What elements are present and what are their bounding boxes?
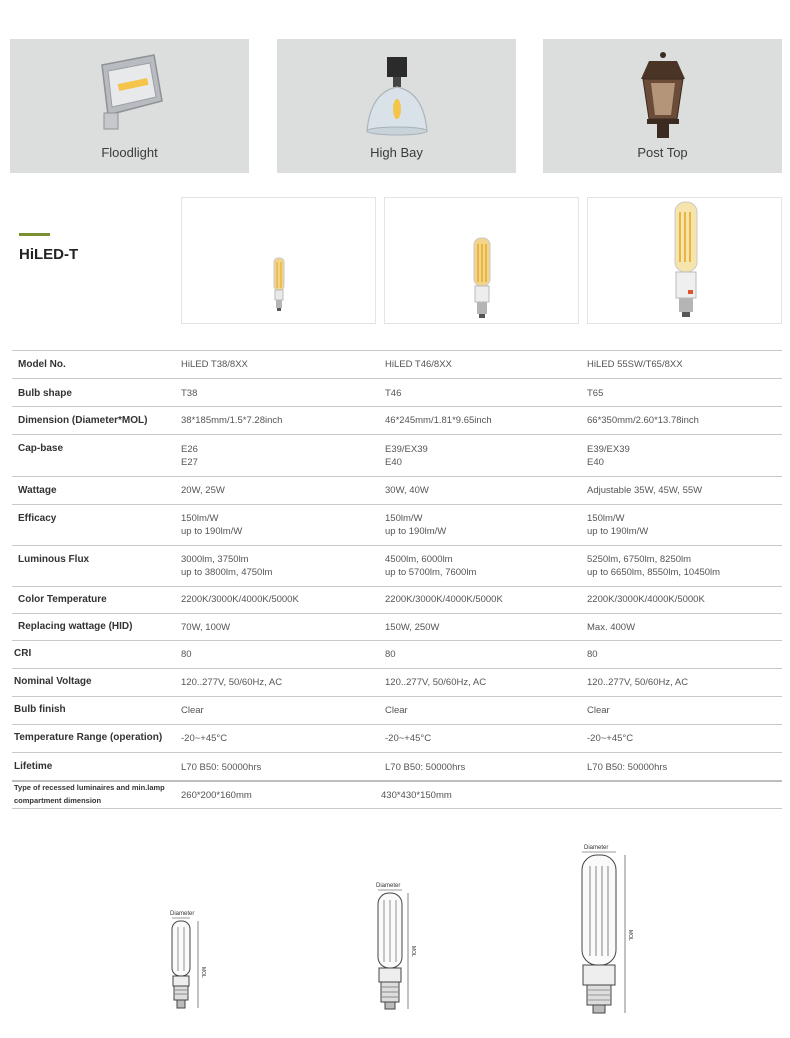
spec-value: Clear [181, 705, 204, 716]
spec-value: 70W, 100W [181, 622, 231, 633]
diameter-label: Diameter [584, 845, 609, 851]
app-label: Post Top [637, 145, 688, 160]
spec-value: E40 [587, 457, 604, 468]
spec-value: up to 6650lm, 8550lm, 10450lm [587, 567, 721, 578]
spec-value: 38*185mm/1.5*7.28inch [181, 415, 283, 426]
spec-value: 2200K/3000K/4000K/5000K [385, 594, 503, 605]
spec-value: -20~+45°C [587, 733, 634, 744]
dimension-drawing-t46 [368, 878, 428, 1013]
bulb-t38-icon [182, 198, 375, 323]
spec-value: 2200K/3000K/4000K/5000K [181, 594, 299, 605]
dimension-t46-icon [368, 878, 428, 1013]
spec-value: 2200K/3000K/4000K/5000K [587, 594, 705, 605]
spec-label: Temperature Range (operation) [14, 732, 163, 743]
spec-label: Nominal Voltage [14, 676, 92, 687]
spec-label: Luminous Flux [18, 554, 90, 565]
spec-label: Model No. [18, 359, 66, 370]
spec-value: Clear [587, 705, 610, 716]
dimension-drawing-t38 [160, 905, 220, 1020]
spec-value: L70 B50: 50000hrs [587, 762, 668, 773]
bulb-t46-icon [385, 198, 578, 323]
spec-value: 4500lm, 6000lm [385, 554, 453, 565]
spec-value: 80 [181, 649, 192, 660]
spec-value: -20~+45°C [181, 733, 228, 744]
spec-value: 150lm/W [385, 513, 423, 524]
spec-value: E39/EX39 [385, 444, 428, 455]
dimension-drawing-t65 [570, 840, 645, 1020]
title-accent-bar [19, 233, 50, 236]
app-card-floodlight [10, 39, 249, 173]
spec-value: 46*245mm/1.81*9.65inch [385, 415, 492, 426]
mol-label: MOL [410, 946, 416, 957]
product-image-t38 [181, 197, 376, 324]
spec-value: 150W, 250W [385, 622, 440, 633]
bulb-t65-icon [588, 198, 781, 323]
spec-value: 120..277V, 50/60Hz, AC [385, 677, 487, 688]
spec-value: T38 [181, 388, 198, 399]
app-label: High Bay [370, 145, 423, 160]
spec-value: E40 [385, 457, 402, 468]
spec-label: Lifetime [14, 761, 53, 772]
spec-value: HiLED T46/8XX [385, 359, 452, 370]
spec-value: E39/EX39 [587, 444, 630, 455]
spec-value: E27 [181, 457, 198, 468]
spec-value: 20W, 25W [181, 485, 225, 496]
spec-value: Clear [385, 705, 408, 716]
spec-value: 80 [385, 649, 396, 660]
spec-label: Color Temperature [18, 594, 107, 605]
spec-value: L70 B50: 50000hrs [181, 762, 262, 773]
spec-value: 120..277V, 50/60Hz, AC [181, 677, 283, 688]
spec-value: HiLED T38/8XX [181, 359, 248, 370]
spec-label: Wattage [18, 485, 57, 496]
spec-value: 150lm/W [587, 513, 625, 524]
spec-value: -20~+45°C [385, 733, 432, 744]
spec-value: 3000lm, 3750lm [181, 554, 249, 565]
dimension-t65-icon [570, 840, 645, 1020]
spec-label: Efficacy [18, 513, 57, 524]
spec-value: 66*350mm/2.60*13.78inch [587, 415, 699, 426]
spec-value: 260*200*160mm [181, 790, 252, 801]
spec-value: 150lm/W [181, 513, 219, 524]
spec-label: CRI [14, 648, 32, 659]
spec-value: up to 3800lm, 4750lm [181, 567, 273, 578]
spec-value: HiLED 55SW/T65/8XX [587, 359, 683, 370]
app-label: Floodlight [101, 145, 158, 160]
mol-label: MOL [200, 967, 206, 978]
spec-label: Bulb finish [14, 704, 66, 715]
product-title: HiLED-T [19, 246, 79, 263]
spec-value: 5250lm, 6750lm, 8250lm [587, 554, 692, 565]
spec-label: Type of recessed luminaires and min.lamp [14, 783, 165, 792]
spec-value: T46 [385, 388, 402, 399]
spec-label: Replacing wattage (HID) [18, 621, 133, 632]
spec-value: Adjustable 35W, 45W, 55W [587, 485, 703, 496]
app-card-posttop [543, 39, 782, 173]
mol-label: MOL [627, 930, 633, 941]
dimension-t38-icon [160, 905, 220, 1020]
diameter-label: Diameter [376, 883, 401, 889]
spec-value: up to 5700lm, 7600lm [385, 567, 477, 578]
spec-value: up to 190lm/W [181, 526, 243, 537]
spec-value: Max. 400W [587, 622, 636, 633]
spec-value: 120..277V, 50/60Hz, AC [587, 677, 689, 688]
spec-value: up to 190lm/W [385, 526, 447, 537]
spec-label: Cap-base [18, 443, 64, 454]
spec-value: T65 [587, 388, 604, 399]
spec-value: 80 [587, 649, 598, 660]
product-image-t46 [384, 197, 579, 324]
spec-value: 30W, 40W [385, 485, 429, 496]
diameter-label: Diameter [170, 911, 195, 917]
spec-value: up to 190lm/W [587, 526, 649, 537]
app-card-highbay [277, 39, 516, 173]
product-image-t65 [587, 197, 782, 324]
spec-label: Dimension (Diameter*MOL) [18, 415, 148, 426]
spec-label: Bulb shape [18, 388, 72, 399]
spec-value: L70 B50: 50000hrs [385, 762, 466, 773]
spec-value: E26 [181, 444, 198, 455]
spec-label: compartment dimension [14, 796, 102, 805]
spec-value: 430*430*150mm [381, 790, 452, 801]
